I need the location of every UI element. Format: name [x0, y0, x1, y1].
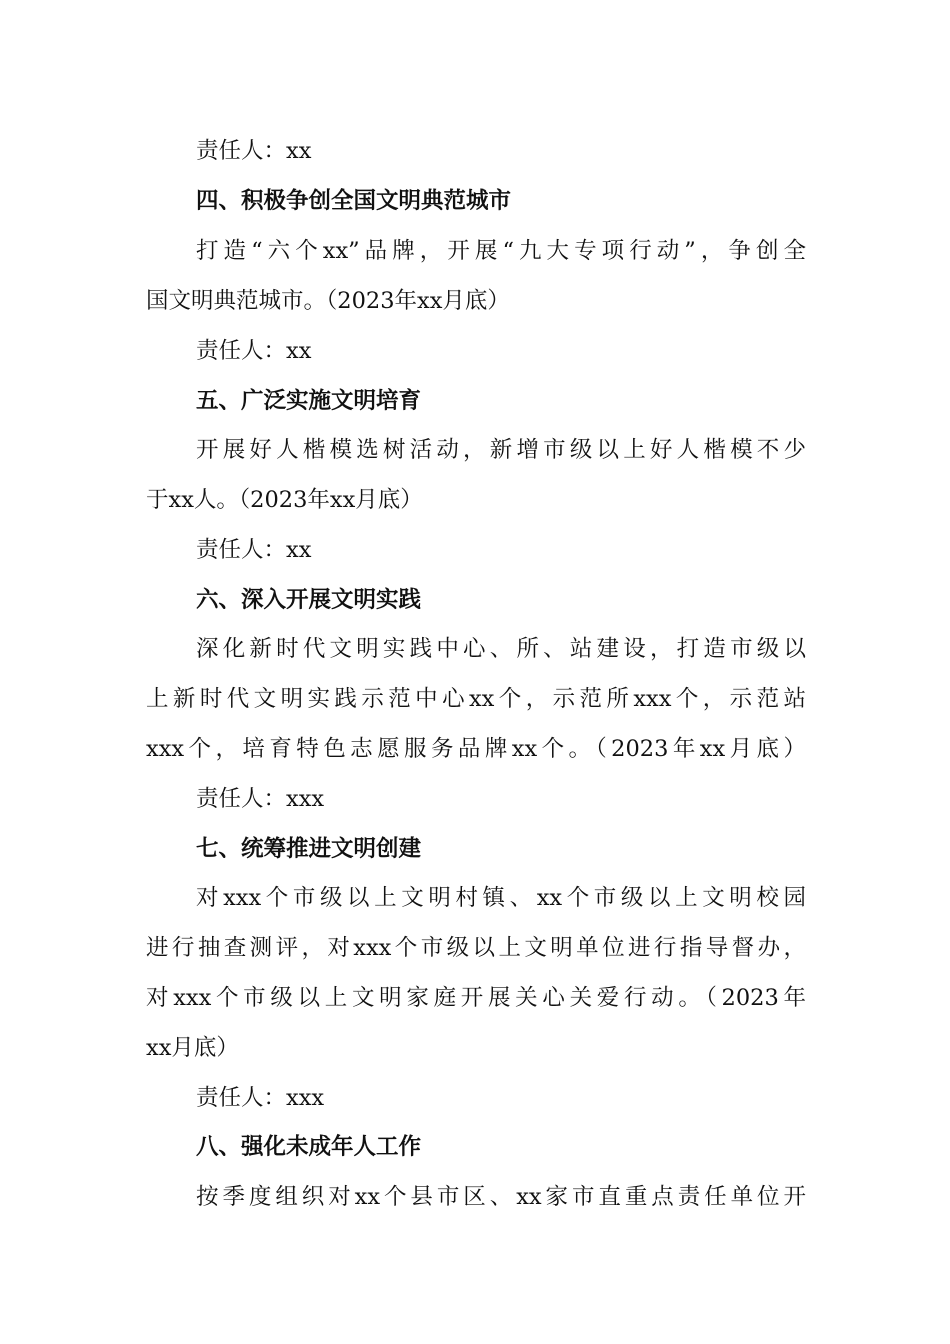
- paragraph-line: xxx个，培育特色志愿服务品牌xx个。（2023年xx月底）: [146, 736, 806, 762]
- section-heading-5: 五、广泛实施文明培育: [196, 388, 422, 414]
- paragraph-line: 深化新时代文明实践中心、所、站建设，打造市级以: [196, 636, 806, 662]
- section-heading-6: 六、深入开展文明实践: [196, 587, 422, 613]
- paragraph-line: 进行抽查测评，对xxx个市级以上文明单位进行指导督办，: [146, 935, 806, 961]
- paragraph-line: 对xxx个市级以上文明家庭开展关心关爱行动。（2023年: [146, 985, 806, 1011]
- paragraph-line: xx月底）: [146, 1035, 239, 1061]
- paragraph-line: 上新时代文明实践示范中心xx个，示范所xxx个，示范站: [146, 686, 806, 712]
- responsible-person-line: 责任人：xxx: [196, 786, 325, 812]
- paragraph-line: 对xxx个市级以上文明村镇、xx个市级以上文明校园: [196, 885, 806, 911]
- responsible-person-line: 责任人：xx: [196, 338, 312, 364]
- responsible-person-line: 责任人：xx: [196, 138, 312, 164]
- paragraph-line: 国文明典范城市。（2023年xx月底）: [146, 288, 510, 314]
- paragraph-line: 打造“六个xx”品牌，开展“九大专项行动”，争创全: [196, 238, 806, 264]
- section-heading-4: 四、积极争创全国文明典范城市: [196, 188, 512, 214]
- paragraph-line: 于xx人。（2023年xx月底）: [146, 487, 423, 513]
- responsible-person-line: 责任人：xxx: [196, 1085, 325, 1111]
- responsible-person-line: 责任人：xx: [196, 537, 312, 563]
- section-heading-7: 七、统筹推进文明创建: [196, 836, 422, 862]
- paragraph-line: 开展好人楷模选树活动，新增市级以上好人楷模不少: [196, 437, 806, 463]
- section-heading-8: 八、强化未成年人工作: [196, 1134, 422, 1160]
- paragraph-line: 按季度组织对xx个县市区、xx家市直重点责任单位开: [196, 1184, 806, 1210]
